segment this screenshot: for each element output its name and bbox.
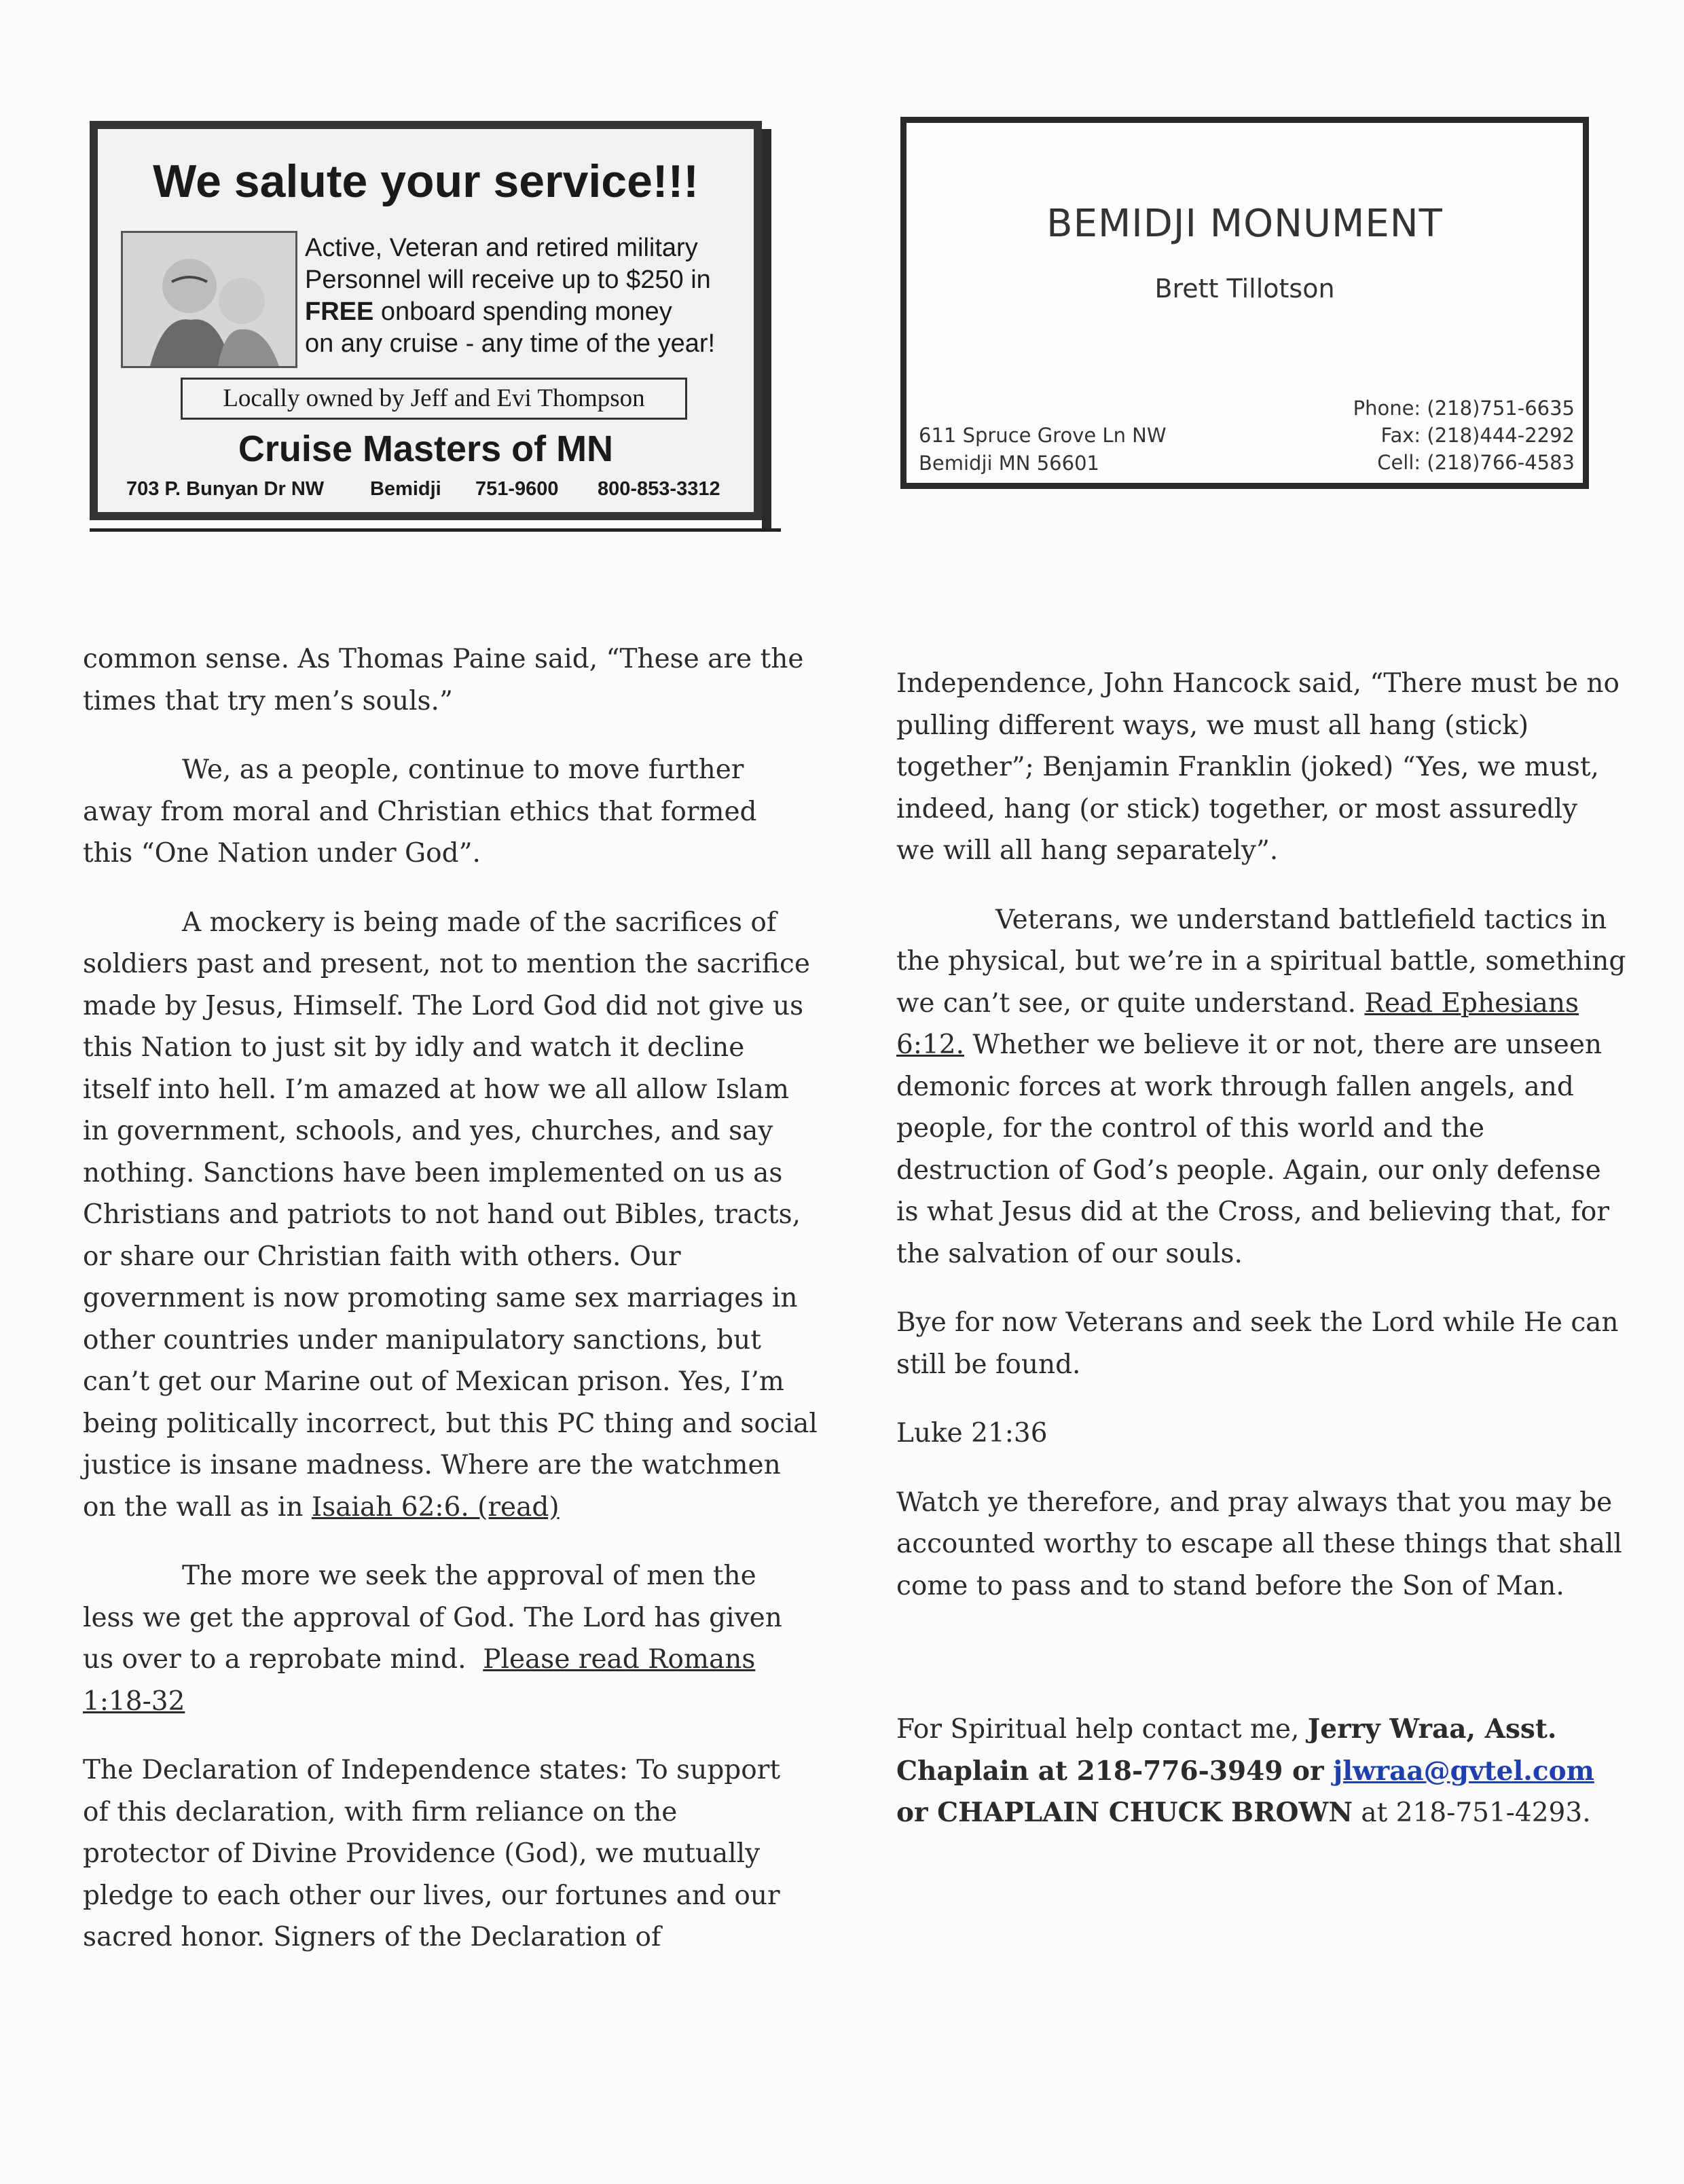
- paragraph: [896, 1482, 1623, 1607]
- scripture-reference: Read Ephesians: [1364, 987, 1579, 1019]
- ad-shadow: [762, 129, 771, 528]
- text-line: The more we seek the approval of men the: [182, 1561, 756, 1591]
- text-line: away from moral and Christian ethics that formed: [83, 796, 757, 827]
- paragraph: [896, 899, 1626, 1275]
- text-line: of this declaration, with firm reliance on the: [83, 1796, 678, 1827]
- couple-photo-illustration: [123, 233, 295, 366]
- paragraph: [83, 1555, 809, 1722]
- paragraph: [896, 663, 1623, 872]
- text-line: Watch ye therefore, and pray always that you may be: [896, 1487, 1613, 1518]
- text-line: government is now promoting same sex marriages in: [83, 1283, 798, 1313]
- chaplain-name: or CHAPLAIN CHUCK BROWN: [896, 1797, 1353, 1828]
- text-line: [83, 1487, 809, 1529]
- text-line: still be found.: [896, 1349, 1081, 1380]
- text-line: [896, 1024, 1623, 1066]
- text-line: less we get the approval of God. The Lord has given: [83, 1602, 782, 1633]
- offer-line-1: Active, Veteran and retired military: [305, 234, 698, 262]
- text-line: indeed, hang (or stick) together, or most assuredly: [896, 793, 1578, 824]
- paragraph: [896, 1413, 1623, 1455]
- paragraph: [83, 1749, 809, 1959]
- text-line: in government, schools, and yes, churches, and say: [83, 1116, 773, 1146]
- text-line: Independence, John Hancock said, “There must be no: [896, 668, 1619, 699]
- text-line: we will all hang separately”.: [896, 835, 1279, 866]
- text-line-prefix: we can’t see, or quite understand.: [896, 987, 1365, 1019]
- scripture-reference: 6:12.: [896, 1030, 964, 1060]
- offer-line-4: on any cruise - any time of the year!: [305, 329, 716, 358]
- text-line: destruction of God’s people. Again, our only defense: [896, 1154, 1601, 1186]
- email-link[interactable]: jlwraa@gvtel.com: [1333, 1755, 1594, 1787]
- company-name: Cruise Masters of MN: [238, 429, 614, 469]
- card-phone: Phone: (218)751-6635: [1353, 397, 1575, 420]
- ad-offer-text: [305, 232, 753, 360]
- card-name: Brett Tillotson: [1154, 274, 1335, 304]
- bemidji-monument-card: [900, 117, 1589, 489]
- couple-photo: [121, 231, 297, 368]
- text-line: pulling different ways, we must all hang (stick): [896, 710, 1529, 741]
- text-line-rest: Whether we believe it or not, there are unseen: [964, 1030, 1603, 1060]
- text-line: [896, 983, 1623, 1025]
- text-line: is what Jesus did at the Cross, and believing that, for: [896, 1197, 1609, 1227]
- text-line: times that try men’s souls.”: [83, 685, 453, 716]
- contact-name: Jerry Wraa, Asst.: [1307, 1713, 1557, 1745]
- text-line: [896, 1709, 1623, 1751]
- ad-underline: [90, 528, 781, 532]
- text-line: sacred honor. Signers of the Declaration of: [83, 1922, 661, 1952]
- ad-address: 703 P. Bunyan Dr NW: [126, 478, 325, 500]
- card-fax: Fax: (218)444-2292: [1380, 424, 1575, 447]
- offer-line-3: [305, 296, 753, 328]
- text-line: common sense. As Thomas Paine said, “These are the: [83, 644, 804, 674]
- text-line: itself into hell. I’m amazed at how we all allow Islam: [83, 1074, 790, 1105]
- text-line: The Declaration of Independence states: To support: [83, 1755, 781, 1785]
- cruise-masters-ad: [90, 121, 762, 520]
- text-line-prefix: us over to a reprobate mind.: [83, 1644, 483, 1675]
- text-line-prefix: on the wall as in: [83, 1491, 312, 1523]
- scripture-reference: 1:18-32: [83, 1686, 185, 1717]
- text-line: together”; Benjamin Franklin (joked) “Yes, we must,: [896, 752, 1599, 782]
- text-line: this Nation to just sit by idly and watch it decline: [83, 1032, 745, 1063]
- card-address: [919, 422, 1167, 477]
- card-address-line-1: 611 Spruce Grove Ln NW: [919, 424, 1167, 447]
- paragraph: [896, 1302, 1623, 1385]
- paragraph: [83, 749, 809, 875]
- text-line: [83, 1681, 809, 1723]
- spacer: [896, 1634, 1623, 1709]
- text-line: people, for the control of this world and the: [896, 1113, 1485, 1144]
- text-line: other countries under manipulatory sanctions, but: [83, 1324, 761, 1355]
- scripture-reference: Please read Romans: [483, 1644, 756, 1675]
- text-line: being politically incorrect, but this PC thing and social: [83, 1408, 818, 1439]
- text-line: [896, 1751, 1623, 1793]
- text-line: Bye for now Veterans and seek the Lord while He can: [896, 1307, 1619, 1338]
- text-line: come to pass and to stand before the Son of Man.: [896, 1570, 1564, 1601]
- chaplain-phone: at 218-751-4293.: [1352, 1798, 1591, 1828]
- text-line: Christians and patriots to not hand out Bibles, tracts,: [83, 1199, 801, 1230]
- text-line: [896, 1792, 1623, 1834]
- contact-paragraph: [896, 1709, 1623, 1834]
- card-cell: Cell: (218)766-4583: [1377, 451, 1575, 474]
- ad-tollfree: 800-853-3312: [598, 478, 720, 500]
- text-line: A mockery is being made of the sacrifices of: [182, 907, 777, 938]
- text-line: protector of Divine Providence (God), we mutually: [83, 1838, 761, 1869]
- ad-city: Bemidji: [370, 478, 441, 500]
- ad-phone: 751-9600: [475, 478, 559, 500]
- paragraph: [83, 902, 818, 1529]
- text-line: the physical, but we’re in a spiritual battle, something: [896, 946, 1626, 977]
- text-line: [83, 1639, 809, 1681]
- text-line: justice is insane madness. Where are the watchmen: [83, 1450, 781, 1480]
- scripture-reference: Isaiah 62:6. (read): [311, 1491, 560, 1523]
- free-word: FREE: [305, 297, 374, 326]
- text-line: pledge to each other our lives, our fortunes and our: [83, 1880, 780, 1911]
- ad-headline: We salute your service!!!: [153, 156, 699, 207]
- text-line: soldiers past and present, not to mention the sacrifice: [83, 949, 810, 979]
- contact-prefix: For Spiritual help contact me,: [896, 1714, 1308, 1745]
- text-line: or share our Christian faith with others. Our: [83, 1241, 681, 1272]
- text-line: can’t get our Marine out of Mexican prison. Yes, I’m: [83, 1366, 784, 1397]
- owner-box: Locally owned by Jeff and Evi Thompson: [181, 378, 687, 420]
- card-title: BEMIDJI MONUMENT: [1046, 202, 1443, 246]
- offer-line-2: Personnel will receive up to $250 in: [305, 266, 711, 294]
- text-line: this “One Nation under God”.: [83, 838, 481, 869]
- card-address-line-2: Bemidji MN 56601: [919, 452, 1099, 475]
- offer-line-3-rest: onboard spending money: [380, 297, 672, 326]
- text-line: accounted worthy to escape all these things that shall: [896, 1529, 1622, 1559]
- text-line: the salvation of our souls.: [896, 1238, 1243, 1269]
- card-phones: [1353, 395, 1575, 476]
- text-line: We, as a people, continue to move further: [182, 754, 744, 785]
- text-line: demonic forces at work through fallen angels, and: [896, 1071, 1574, 1102]
- paragraph: [83, 638, 809, 722]
- article-left-column: [83, 638, 818, 1986]
- article-right-column: [896, 663, 1626, 1861]
- scripture-citation: Luke 21:36: [896, 1418, 1048, 1449]
- text-line: made by Jesus, Himself. The Lord God did not give us: [83, 990, 804, 1021]
- contact-phone: Chaplain at 218-776-3949 or: [896, 1755, 1334, 1787]
- text-line: nothing. Sanctions have been implemented on us as: [83, 1157, 783, 1188]
- text-line: Veterans, we understand battlefield tactics in: [995, 904, 1607, 935]
